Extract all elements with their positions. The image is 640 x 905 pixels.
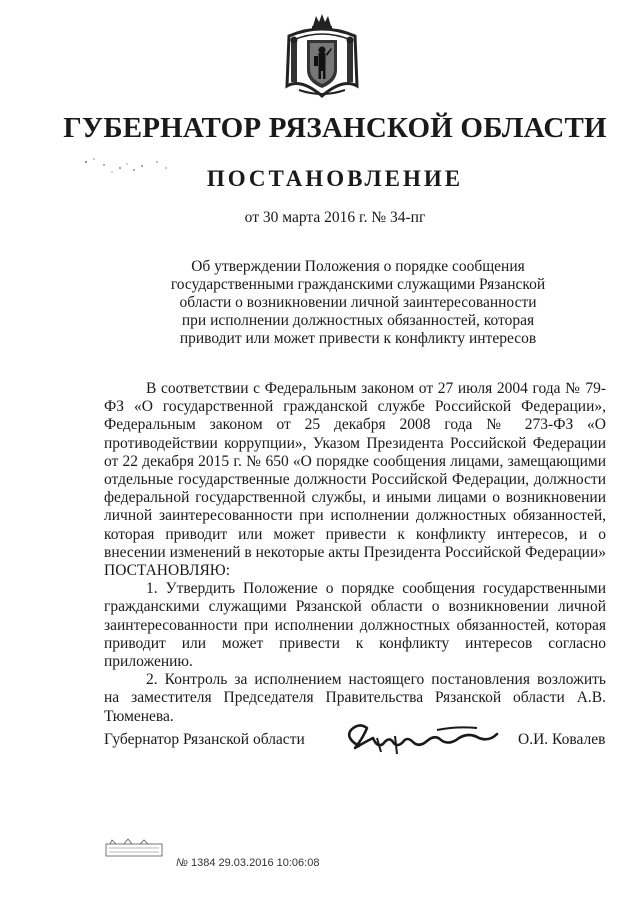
preamble-paragraph: В соответствии с Федеральным законом от 27 июля 2004 года № 79-ФЗ «О государственной гражданской службе Российской Федерации», Федеральным законом от 25 декабря 2008 года № 273-ФЗ «О противодействии коррупции», Указом Президента Российской Федерации от 22 декабря 2015 г. № 650 «О порядке сообщения лицами, замещающими отдельные государственные должности Российской Федерации, должности федеральной государственной службы, и иными лицами о возникновении личной заинтересованности при исполнении должностных обязанностей, которая приводит или может привести к конфликту интересов, и о внесении изменений в некоторые акты Президента Российской Федерации» — [104, 380, 606, 561]
signatory-name: О.И. Ковалев — [518, 731, 606, 748]
document-type: ПОСТАНОВЛЕНИЕ — [206, 166, 464, 191]
registration-info: 1384 29.03.2016 10:06:08 — [190, 857, 320, 869]
item-2-paragraph: 2. Контроль за исполнением настоящего постановления возложить на заместителя Председателя Правительства Рязанской области А.В. Тюменева. — [104, 671, 606, 725]
document-subject: Об утверждении Положения о порядке сообщения государственными гражданскими служащими Рязанской области о возникновении личной заинтересованности при исполнении должностных обязанностей, которая приводит или может привести к конфликту интересов — [170, 258, 546, 347]
document-date-number: от 30 марта 2016 г. № 34-пг — [244, 209, 426, 226]
decree-word: ПОСТАНОВЛЯЮ: — [104, 562, 231, 580]
item-1-paragraph: 1. Утвердить Положение о порядке сообщения государственными гражданскими служащими Рязанской области о возникновении личной заинтересованности при исполнении должностных обязанностей, которая приводит или может привести к конфликту интересов согласно приложению. — [104, 580, 606, 671]
coat-of-arms-icon — [283, 12, 361, 100]
signatory-position: Губернатор Рязанской области — [104, 731, 305, 748]
registration-mark-icon: № — [176, 857, 188, 869]
document-body — [104, 380, 606, 726]
registration-footer — [176, 857, 319, 869]
handwritten-signature — [337, 708, 512, 768]
page-title: ГУБЕРНАТОР РЯЗАНСКОЙ ОБЛАСТИ — [63, 112, 607, 144]
registry-stamp — [104, 838, 164, 858]
